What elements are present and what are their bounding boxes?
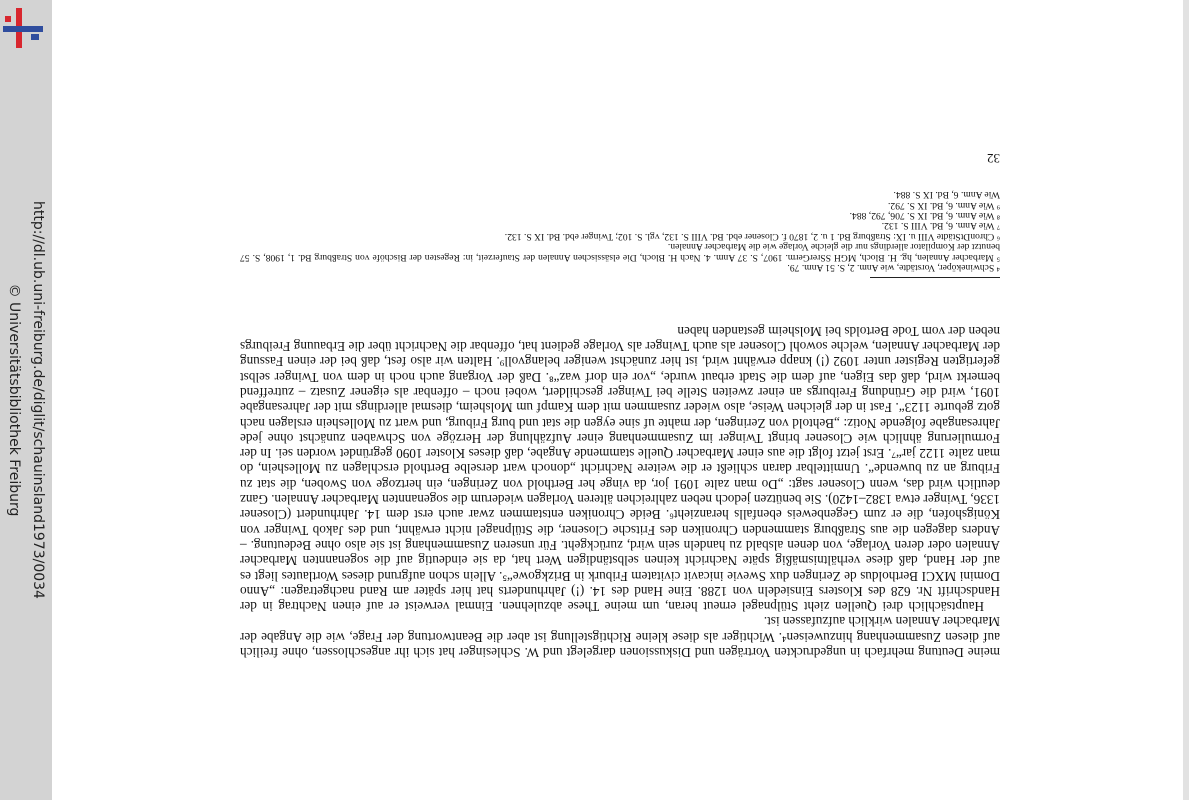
sidebar [0,0,52,800]
copyright-notice: © Universitätsbibliothek Freiburg [6,283,22,517]
footnote: ⁸ Wie Anm. 6, Bd. IX S. 706, 792, 884. [849,209,1000,221]
footnote: ⁹ Wie Anm. 6, Bd. IX S. 792. [887,199,1000,211]
footnotes [240,189,1000,272]
right-scroll-strip [1183,0,1189,800]
scanned-page [240,140,1000,660]
paragraph: meine Deutung mehrfach in ungedruckten Vorträgen und Diskussionen dargelegt und W. Schlesinger hat sich ihr angeschlossen, ohne freilich auf diesen Zusammenhang hinzuweisen⁴. Wichtiger als diese kleine Richtigstellung ist aber die Beantwortung der Frage, wie die Angabe der Marbacher Annalen wirklich aufzufassen ist. [240,614,1000,660]
footnote: ⁴ Schwineköper, Vorstädte, wie Anm. 2, S. 51 Anm. 79. [787,262,1000,273]
paragraph: Hauptsächlich drei Quellen zieht Stülpnagel erneut heran, um meine These abzulehnen. Einmal verweist er auf einen Nachtrag in der Handschrift Nr. 628 des Klosters Einsiedeln von 1288. Eine Hand des 14. (!) Jahrhunderts hat hier später am Rand nachgetragen: „Anno Domini MXCI Bertholdus de Zeringen dux Swevie inicavit civitatem Friburk in Brizkgowe“⁵. Allein schon aufgrund dieses Wortlautes liegt es auf der Hand, daß diese verhältnismäßig späte Nachricht keinen selbständigen Wert hat, da sie eindeutig auf die sogenannten Marbacher Annalen oder deren Vorlage, von denen alsbald zu handeln sein wird, zurückgeht. Für unseren Zusammenhang ist sie also ohne Bedeutung. – Anders dagegen die aus Straßburg stammenden Chroniken des Fritsche Closener, die Stülpnagel nicht erwähnt, und des Jakob Twinger von Königshofen, die er zum Gegenbeweis ebenfalls heranzieht⁶. Beide Chroniken entstammen zwar auch erst dem 14. Jahrhundert (Closener 1336, Twinger etwa 1382–1420). Sie benützen jedoch neben zahlreichen älteren Vorlagen wiederum die sogenannten Marbacher Annalen. Ganz deutlich wird das, wenn Closener sagt: „Do man zalte 1091 jor, da vinge her Berthold von Zeringen, ein hertzoge von Swoben, die stat zu Friburg an zu buwende“. Unmittelbar daran schließt er die weitere Nachricht „donoch wart derselbe Berthold erschlagen zu Molleshein, do man zalte 1122 jar“⁷. Erst jetzt folgt die aus einer Marbacher Quelle stammende Angabe, daß dieses Kloster 1090 gegründet worden sei. In der Formulierung ähnlich wie Closener bringt Twinger im Zusammenhang einer Aufzählung der Herzöge von Schwaben zunächst ohne jede Jahresangabe folgende Notiz: „Behtold von Zeringen, der mahte uf sine eygen die stat und burg Friburg, und wart zu Molleshein erslagen nach gotz geburte 1123“. Fast in der gleichen Weise, also wieder zusammen mit dem Kampf um Molsheim, diesmal allerdings mit der Jahresangabe 1091, wird die Gründung Freiburgs an einer zweiten Stelle bei Twinger geschildert, wobei noch – offenbar als eigener Zusatz – zutreffend bemerkt wird, daß das Eigen, auf dem die Stadt erbaut wurde, „vor ein dorf waz“⁸. Daß der Vorgang auch noch in dem von Twinger selbst gefertigten Register unter 1092 (!) knapp erwähnt wird, ist hier zunächst weniger belangvoll⁹. Halten wir also fest, daß bei der einen Fassung der Marbacher Annalen, welche sowohl Closener als auch Twinger als Vorlage gedient hat, offenbar die Nachricht über die Erbauung Freiburgs neben der vom Tode Bertolds bei Molsheim gestanden haben [240,323,1000,615]
page-number: 32 [987,151,1000,166]
body-text [240,323,1000,660]
footnote-divider [870,277,1000,278]
source-url[interactable]: http://dl.ub.uni-freiburg.de/diglit/schauinsland1973/0034 [30,201,46,599]
sidebar-caption [2,10,50,790]
footnote: ⁶ ChronDtStädte VIII u. IX: Straßburg Bd. 1 u. 2, 1870 f. Closener ebd. Bd. VIII S. 132, vgl. S. 102; Twinger ebd. Bd. IX S. 132. [504,230,1000,242]
footnote: ⁷ Wie Anm. 6, Bd. VIII S. 132. [881,220,1000,232]
footnote: ⁵ Marbacher Annalen, hg. H. Bloch, MGH SSrerGerm. 1907, S. 37 Anm. 4. Nach H. Bloch, Die elsässischen Annalen der Stauferzeit, in: Regesten der Bischöfe von Straßburg Bd. 1, 1908, S. 57 benutzt der Kompilator allerdings nur die gleiche Vorlage wie die Marbacher Annalen. [240,241,1000,263]
footnote: Wie Anm. 6, Bd. IX S. 884. [893,189,1000,201]
